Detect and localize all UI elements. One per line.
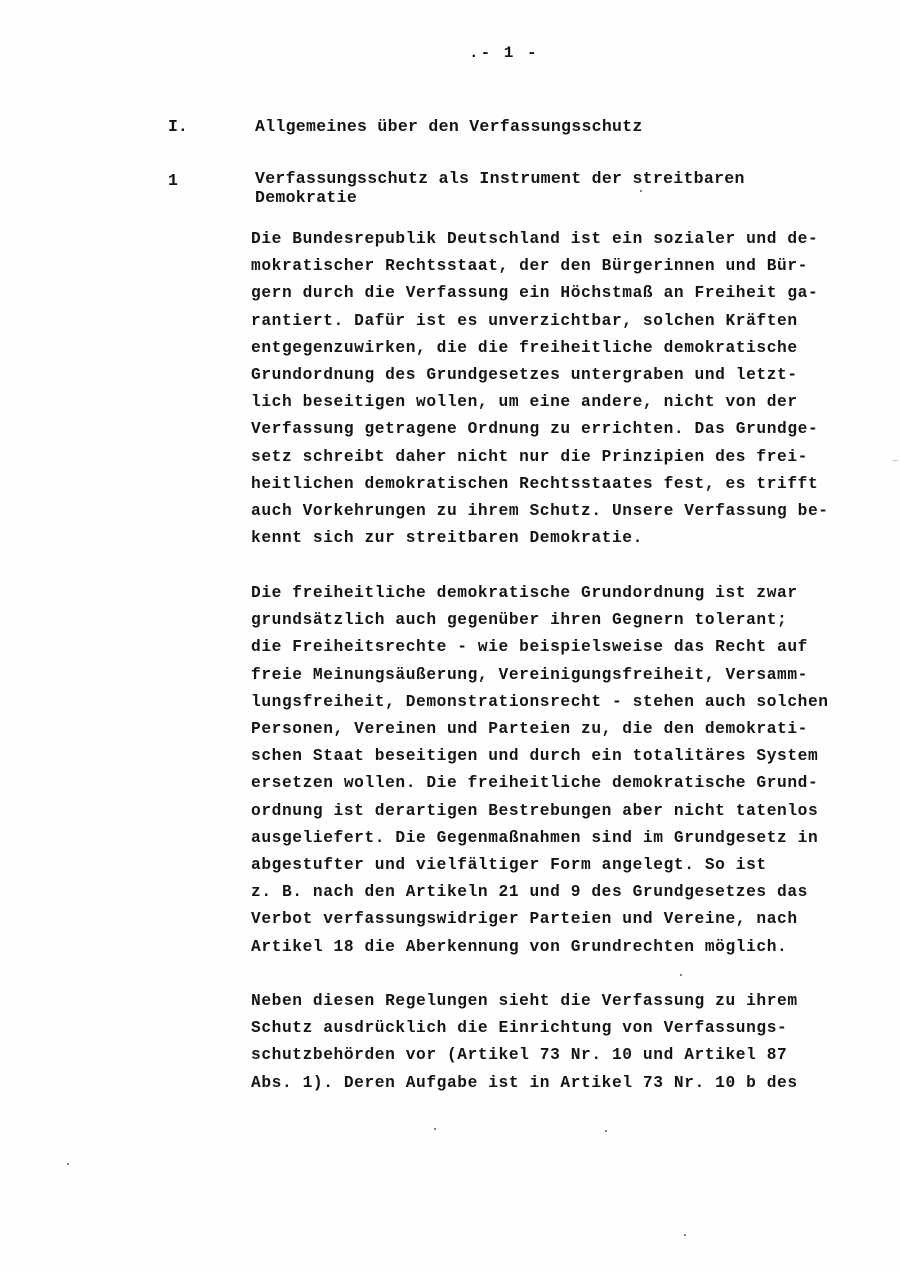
section-title: Allgemeines über den Verfassungsschutz	[255, 117, 643, 136]
scan-speck	[67, 1163, 69, 1165]
paragraph-line: Personen, Vereinen und Parteien zu, die den demokrati-	[251, 720, 808, 739]
paragraph-line: rantiert. Dafür ist es unverzichtbar, solchen Kräften	[251, 311, 798, 330]
paragraph-line: entgegenzuwirken, die die freiheitliche demokratische	[251, 338, 798, 357]
page-number: .- 1 -	[469, 44, 539, 62]
paragraph-line: grundsätzlich auch gegenüber ihren Gegnern tolerant;	[251, 611, 788, 630]
paragraph-line: Grundordnung des Grundgesetzes untergraben und letzt-	[251, 366, 798, 385]
subsection-title-line: Demokratie	[255, 188, 358, 207]
scan-speck	[605, 1130, 607, 1132]
paragraph-line: Abs. 1). Deren Aufgabe ist in Artikel 73 Nr. 10 b des	[251, 1073, 798, 1092]
paragraph-line: ordnung ist derartigen Bestrebungen aber nicht tatenlos	[251, 801, 819, 820]
subsection-title-line: Verfassungsschutz als Instrument der streitbaren	[255, 169, 745, 188]
scan-speck	[680, 974, 682, 976]
paragraph-line: schutzbehörden vor (Artikel 73 Nr. 10 und Artikel 87	[251, 1046, 788, 1065]
paragraph-line: setz schreibt daher nicht nur die Prinzipien des frei-	[251, 447, 808, 466]
paragraph-2	[251, 580, 871, 961]
paragraph-line: Schutz ausdrücklich die Einrichtung von Verfassungs-	[251, 1019, 788, 1038]
paragraph-line: Verbot verfassungswidriger Parteien und Vereine, nach	[251, 910, 798, 929]
paragraph-1	[251, 226, 871, 552]
section-number: I.	[168, 117, 188, 136]
paragraph-line: Verfassung getragene Ordnung zu errichten. Das Grundge-	[251, 420, 819, 439]
paragraph-line: lich beseitigen wollen, um eine andere, nicht von der	[251, 393, 798, 412]
subsection-number: 1	[168, 171, 178, 190]
paragraph-line: Die Bundesrepublik Deutschland ist ein sozialer und de-	[251, 230, 819, 248]
scan-speck	[892, 460, 898, 461]
scan-speck	[640, 190, 642, 192]
paragraph-line: Neben diesen Regelungen sieht die Verfassung zu ihrem	[251, 992, 798, 1010]
paragraph-line: ersetzen wollen. Die freiheitliche demokratische Grund-	[251, 774, 819, 793]
paragraph-line: mokratischer Rechtsstaat, der den Bürgerinnen und Bür-	[251, 257, 808, 276]
paragraph-line: ausgeliefert. Die Gegenmaßnahmen sind im Grundgesetz in	[251, 828, 819, 847]
paragraph-line: heitlichen demokratischen Rechtsstaates fest, es trifft	[251, 474, 819, 493]
paragraph-line: z. B. nach den Artikeln 21 und 9 des Grundgesetzes das	[251, 883, 808, 902]
subsection-title	[255, 169, 745, 207]
paragraph-3	[251, 988, 871, 1097]
paragraph-line: Artikel 18 die Aberkennung von Grundrechten möglich.	[251, 937, 788, 956]
paragraph-line: schen Staat beseitigen und durch ein totalitäres System	[251, 747, 819, 766]
scan-speck	[684, 1234, 686, 1236]
paragraph-line: lungsfreiheit, Demonstrationsrecht - stehen auch solchen	[251, 692, 829, 711]
paragraph-line: Die freiheitliche demokratische Grundordnung ist zwar	[251, 584, 798, 602]
paragraph-line: kennt sich zur streitbaren Demokratie.	[251, 529, 643, 548]
scan-speck	[434, 1128, 436, 1130]
paragraph-line: freie Meinungsäußerung, Vereinigungsfreiheit, Versamm-	[251, 665, 808, 684]
paragraph-line: auch Vorkehrungen zu ihrem Schutz. Unsere Verfassung be-	[251, 502, 829, 521]
paragraph-line: die Freiheitsrechte - wie beispielsweise das Recht auf	[251, 638, 808, 657]
paragraph-line: gern durch die Verfassung ein Höchstmaß an Freiheit ga-	[251, 284, 819, 303]
paragraph-line: abgestufter und vielfältiger Form angelegt. So ist	[251, 856, 767, 875]
